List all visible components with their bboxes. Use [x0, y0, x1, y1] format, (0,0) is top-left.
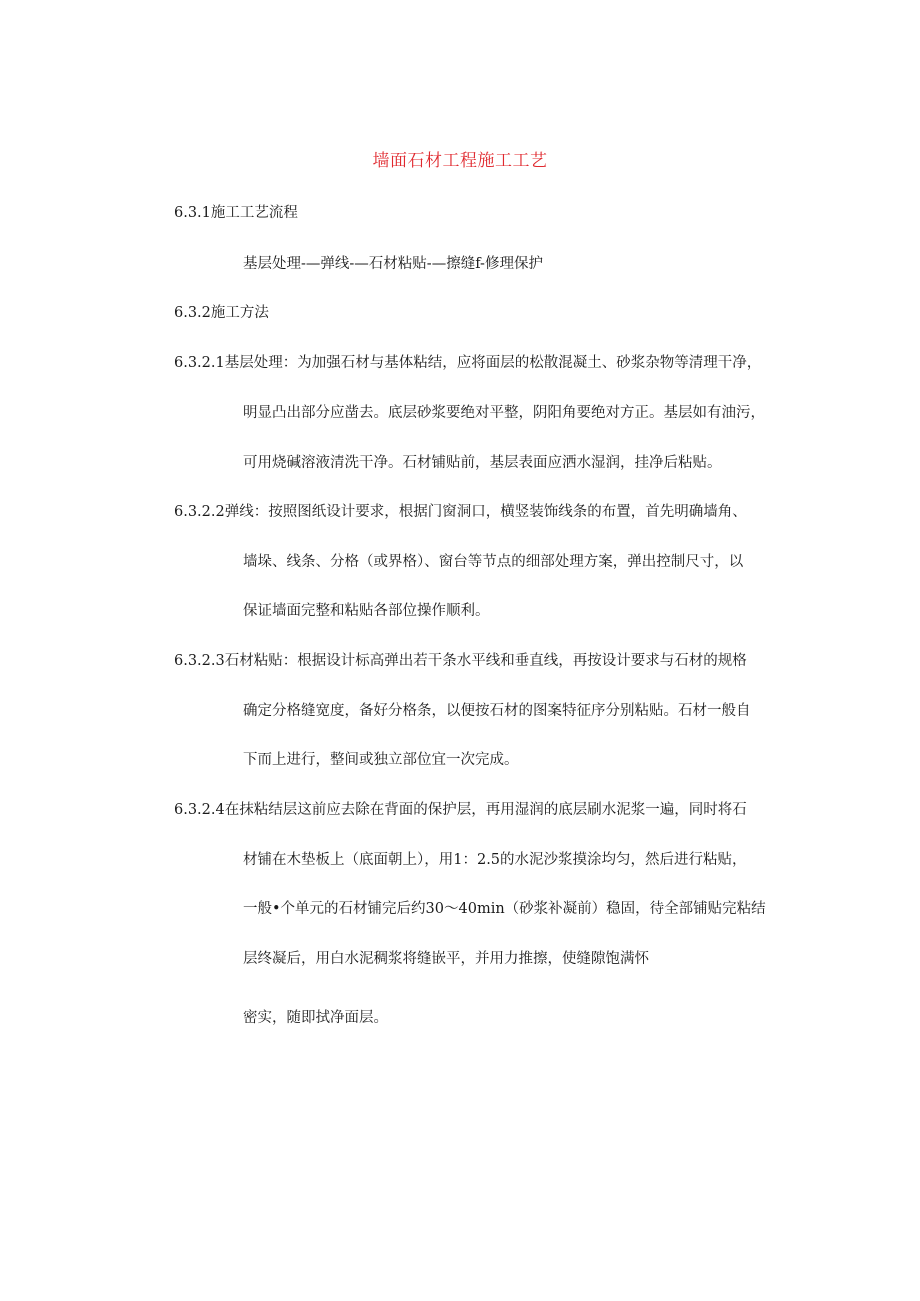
paragraph-6-3-2-4-line-1: 6.3.2.4在抹粘结层这前应去除在背面的保护层，再用湿润的底层刷水泥浆一遍，同时将石 [174, 802, 747, 818]
paragraph-6-3-2-3-line-1: 6.3.2.3石材粘贴：根据设计标高弹出若干条水平线和垂直线，再按设计要求与石材的规格 [174, 653, 747, 669]
paragraph-6-3-2-2-line-3: 保证墙面完整和粘贴各部位操作顺利。 [243, 603, 490, 619]
paragraph-6-3-2-4-line-3: 一般•个单元的石材铺完后约30～40min（砂浆补凝前）稳固，待全部铺贴完粘结 [243, 901, 766, 917]
paragraph-6-3-2-1-line-2: 明显凸出部分应凿去。底层砂浆要绝对平整，阴阳角要绝对方正。基层如有油污， [243, 405, 765, 421]
process-flow-text: 基层处理-—弹线-—石材粘贴-—擦缝f-修理保护 [243, 256, 543, 272]
document-title: 墙面石材工程施工工艺 [372, 151, 548, 171]
section-heading-6-3-2: 6.3.2施工方法 [174, 305, 269, 321]
paragraph-6-3-2-3-line-2: 确定分格缝宽度，备好分格条，以便按石材的图案特征序分别粘贴。石材一般自 [243, 703, 751, 719]
paragraph-6-3-2-4-line-4: 层终凝后，用白水泥稠浆将缝嵌平，并用力推擦，使缝隙饱满怀 [243, 951, 649, 967]
paragraph-6-3-2-4-line-5: 密实，随即拭净面层。 [243, 1010, 388, 1026]
paragraph-6-3-2-1-line-3: 可用烧碱溶液清洗干净。石材铺贴前，基层表面应洒水湿润，挂净后粘贴。 [243, 455, 722, 471]
paragraph-6-3-2-2-line-2: 墙垛、线条、分格（或界格）、窗台等节点的细部处理方案，弹出控制尺寸，以 [243, 554, 744, 570]
paragraph-6-3-2-2-line-1: 6.3.2.2弹线：按照图纸设计要求，根据门窗洞口，横竖装饰线条的布置，首先明确墙角、 [174, 504, 747, 520]
section-heading-6-3-1: 6.3.1施工工艺流程 [174, 205, 298, 221]
paragraph-6-3-2-4-line-2: 材铺在木垫板上（底面朝上），用1：2.5的水泥沙浆摸涂均匀，然后进行粘贴， [243, 852, 747, 868]
paragraph-6-3-2-3-line-3: 下而上进行，整间或独立部位宜一次完成。 [243, 752, 519, 768]
paragraph-6-3-2-1-line-1: 6.3.2.1基层处理：为加强石材与基体粘结，应将面层的松散混凝土、砂浆杂物等清理干净， [174, 355, 762, 371]
